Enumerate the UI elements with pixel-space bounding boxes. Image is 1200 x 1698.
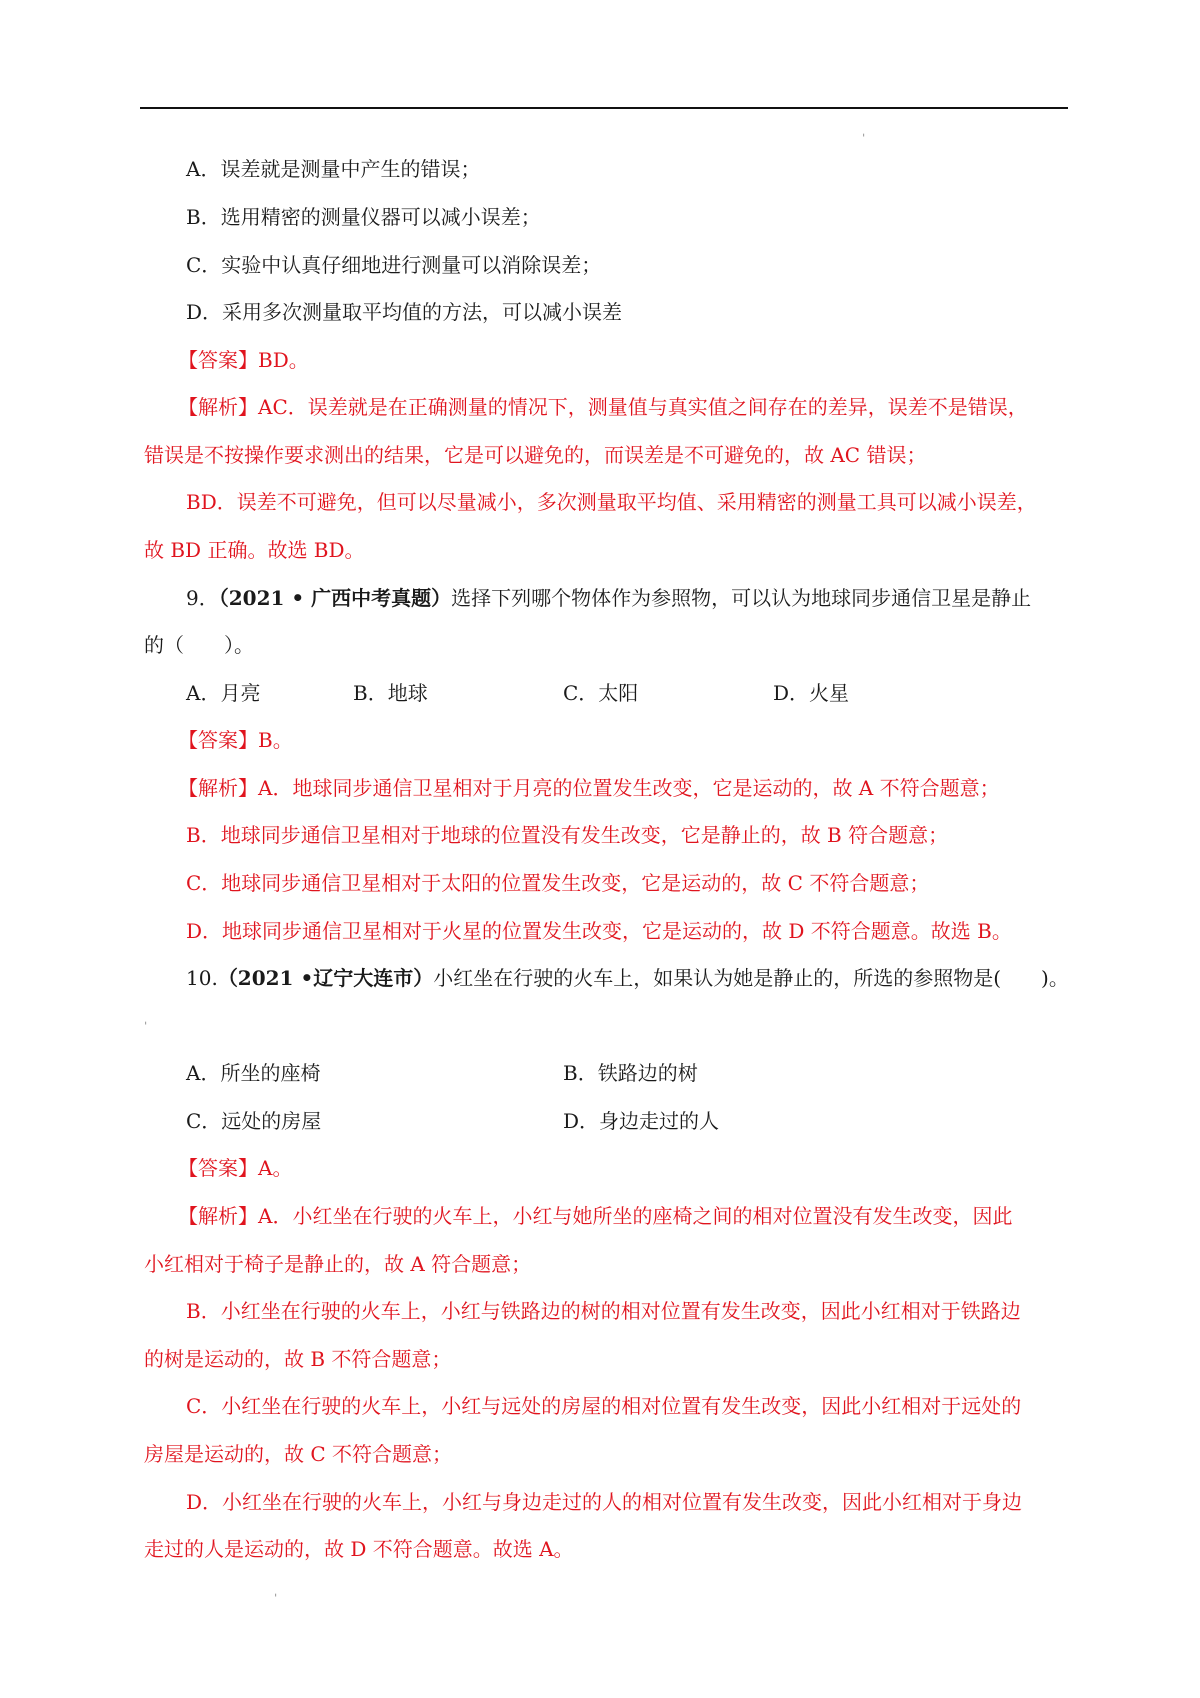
q9-option-b: B．地球 [353,681,428,705]
stray-mark: ˌ [144,1012,148,1026]
q10-option-d: D．身边走过的人 [563,1109,720,1133]
q10-analysis-line-7: D．小红坐在行驶的火车上，小红与身边走过的人的相对位置有发生改变，因此小红相对于身边 [186,1490,1023,1514]
q10-analysis-line-2: 小红相对于椅子是静止的，故 A 符合题意； [144,1252,532,1276]
analysis-tag: 【解析】 [178,1204,258,1228]
q8-option-c: C．实验中认真仔细地进行测量可以消除误差； [186,253,602,277]
answer-tag: 【答案】 [178,348,258,372]
q10-analysis-line-3: B．小红坐在行驶的火车上，小红与铁路边的树的相对位置有发生改变，因此小红相对于铁路边 [186,1299,1021,1323]
q10-option-c: C．远处的房屋 [186,1109,322,1133]
q8-analysis-line-2: 错误是不按操作要求测出的结果，它是可以避免的，而误差是不可避免的，故 AC 错误； [144,443,927,467]
analysis-text: AC．误差就是在正确测量的情况下，测量值与真实值之间存在的差异，误差不是错误， [258,395,1028,419]
answer-value: B。 [258,728,293,752]
q8-answer [178,346,309,374]
q9-option-a: A．月亮 [186,681,261,705]
q10-analysis-line-8: 走过的人是运动的，故 D 不符合题意。故选 A。 [144,1537,574,1561]
q9-analysis-line-4: D．地球同步通信卫星相对于火星的位置发生改变，它是运动的，故 D 不符合题意。故选 B。 [186,919,1012,943]
q9-option-c: C．太阳 [563,681,639,705]
q10-option-b: B．铁路边的树 [563,1061,698,1085]
q9-stem-line-2: 的（ ）。 [144,633,254,657]
q10-answer [178,1154,292,1182]
q10-option-a: A．所坐的座椅 [186,1061,321,1085]
q8-option-b: B．选用精密的测量仪器可以减小误差； [186,205,541,229]
q9-option-d: D．火星 [773,681,850,705]
q10-analysis-line-5: C．小红坐在行驶的火车上，小红与远处的房屋的相对位置有发生改变，因此小红相对于远处的 [186,1394,1022,1418]
q9-analysis-line-3: C．地球同步通信卫星相对于太阳的位置发生改变，它是运动的，故 C 不符合题意； [186,871,930,895]
answer-tag: 【答案】 [178,1156,258,1180]
answer-value: BD。 [258,348,309,372]
q10-analysis-line-6: 房屋是运动的，故 C 不符合题意； [144,1442,453,1466]
q9-answer [178,726,293,754]
answer-value: A。 [258,1156,293,1180]
stray-mark: ˌ [274,1584,278,1598]
q9-stem-line-1 [186,584,1031,612]
header-rule [140,107,1068,109]
question-number: 10. [186,966,218,990]
analysis-tag: 【解析】 [178,395,258,419]
question-stem: 选择下列哪个物体作为参照物，可以认为地球同步通信卫星是静止 [451,586,1032,610]
q8-analysis-line-4: 故 BD 正确。故选 BD。 [144,538,365,562]
q10-analysis-line-1 [178,1202,1012,1230]
stray-mark: ˌ [862,124,866,138]
question-number: 9． [186,586,219,610]
question-stem: 小红坐在行驶的火车上，如果认为她是静止的，所选的参照物是( )。 [433,966,1069,990]
analysis-text: A．地球同步通信卫星相对于月亮的位置发生改变，它是运动的，故 A 不符合题意； [258,776,1000,800]
analysis-text: A．小红坐在行驶的火车上，小红与她所坐的座椅之间的相对位置没有发生改变，因此 [258,1204,1013,1228]
q10-stem [186,964,1069,992]
analysis-tag: 【解析】 [178,776,258,800]
question-source: （2021 • 广西中考真题） [218,586,452,610]
answer-tag: 【答案】 [178,728,258,752]
q10-analysis-line-4: 的树是运动的，故 B 不符合题意； [144,1347,452,1371]
question-source: （2021 •辽宁大连市） [217,966,434,990]
q9-analysis-line-2: B．地球同步通信卫星相对于地球的位置没有发生改变，它是静止的，故 B 符合题意； [186,823,949,847]
q8-analysis-line-3: BD．误差不可避免，但可以尽量减小，多次测量取平均值、采用精密的测量工具可以减小误差， [186,490,1037,514]
q8-option-a: A．误差就是测量中产生的错误； [186,157,481,181]
q9-analysis-line-1 [178,774,1000,802]
q8-analysis-line-1 [178,393,1028,421]
q8-option-d: D．采用多次测量取平均值的方法，可以减小误差 [186,300,623,324]
